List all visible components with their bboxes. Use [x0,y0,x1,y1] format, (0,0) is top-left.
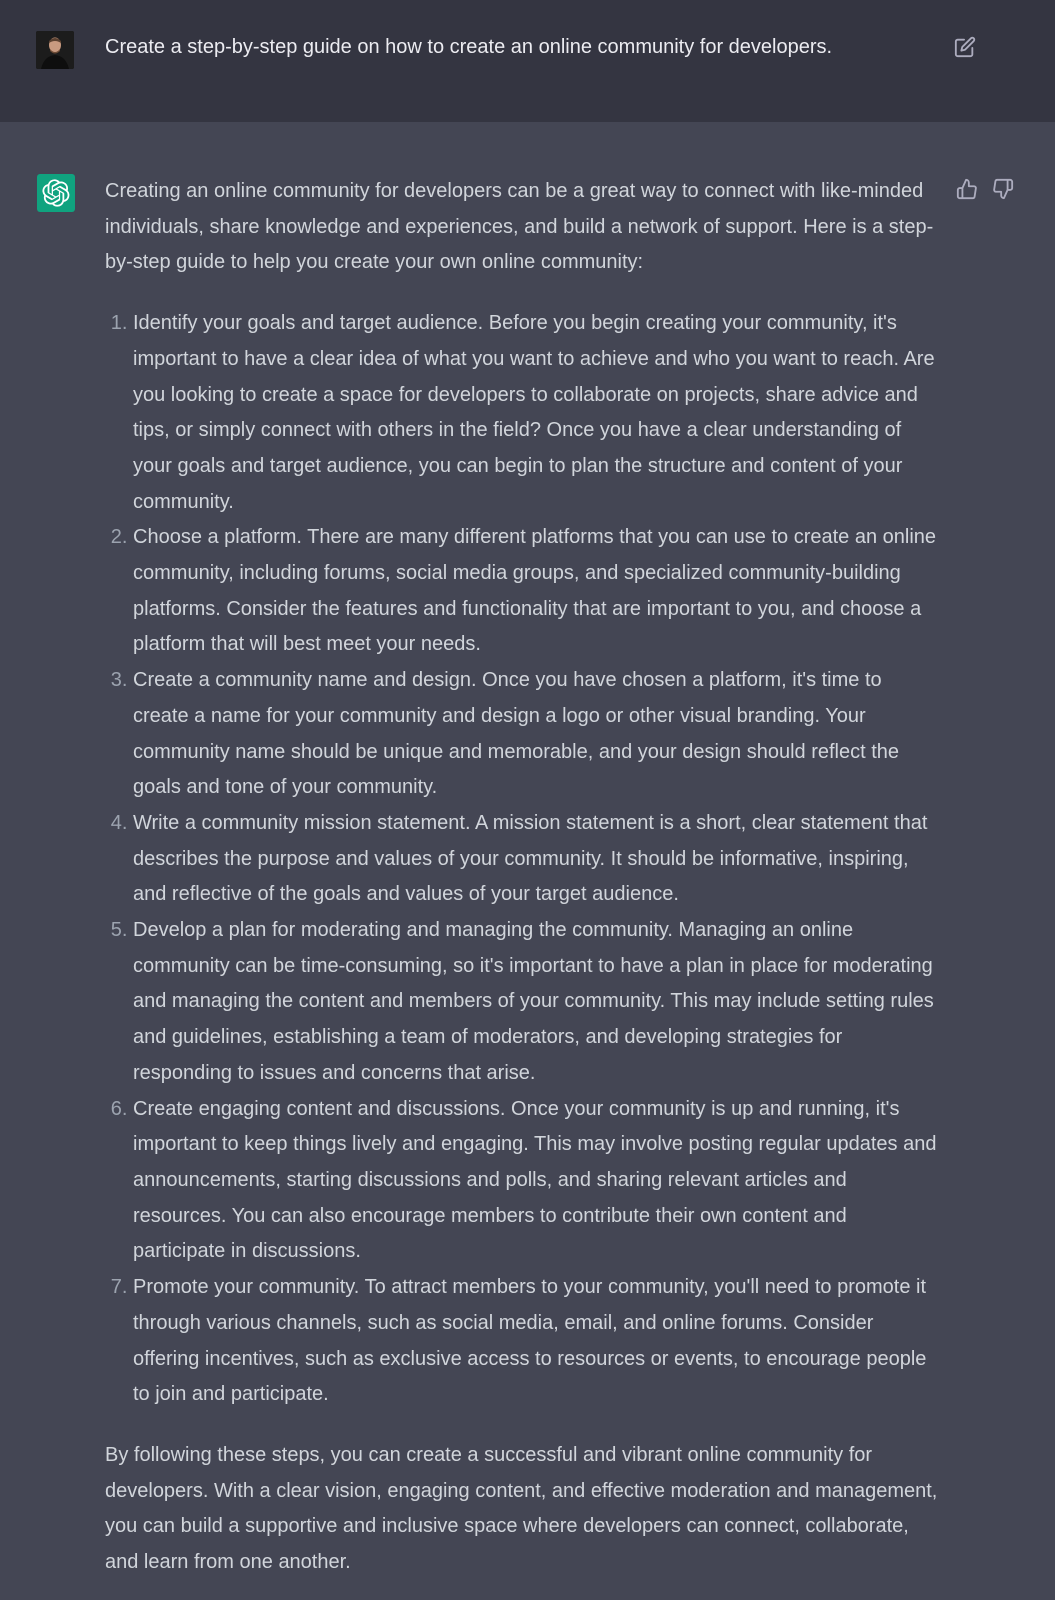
user-avatar [36,31,74,69]
list-item: 7. Promote your community. To attract members to your community, you'll need to promote it through various channels, such as social media, email, and online forums. Consider offering incentives, such as exclusive access to resources or events, to encourage people to join and participate. [133,1270,940,1413]
user-avatar-photo [36,31,74,69]
thumbs-up-icon [956,178,978,200]
edit-icon[interactable] [954,36,976,58]
conclusion-paragraph: By following these steps, you can create a successful and vibrant online community for developers. With a clear vision, engaging content, and effective moderation and management, you can build a supportive and inclusive space where developers can connect, collaborate, and learn from one another. [105,1443,938,1574]
assistant-avatar [37,174,75,212]
list-item: 1. Identify your goals and target audience. Before you begin creating your community, it's important to have a clear idea of what you want to achieve and who you want to reach. Are you looking to create a space for developers to collaborate on projects, share advice and tips, or simply connect with others in the field? Once you have a clear understanding of your goals and target audience, you can begin to plan the structure and content of your community. [133,306,940,520]
thumbs-down-button[interactable] [992,178,1014,200]
assistant-message-row [0,122,1055,1600]
list-item: 3. Create a community name and design. Once you have chosen a platform, it's time to create a name for your community and design a logo or other visual branding. Your community name should be unique and memorable, and your design should reflect the goals and tone of your community. [133,663,940,806]
chatgpt-logo-icon [42,179,70,207]
list-item: 6. Create engaging content and discussions. Once your community is up and running, it's important to keep things lively and engaging. This may involve posting regular updates and announcements, starting discussions and polls, and sharing relevant articles and resources. You can also encourage members to contribute their own content and participate in discussions. [133,1092,940,1271]
steps-list [105,306,940,1413]
assistant-message-content [105,174,940,1581]
user-message-row [0,0,1055,123]
list-item: 4. Write a community mission statement. A mission statement is a short, clear statement that describes the purpose and values of your community. It should be informative, inspiring, and reflective of the goals and values of your target audience. [133,806,940,913]
thumbs-down-icon [992,178,1014,200]
list-item: 2. Choose a platform. There are many different platforms that you can use to create an online community, including forums, social media groups, and specialized community-building platforms. Consider the features and functionality that are important to you, and choose a platform that will best meet your needs. [133,520,940,663]
list-item: 5. Develop a plan for moderating and managing the community. Managing an online community can be time-consuming, so it's important to have a plan in place for moderating and managing the content and members of your community. This may include setting rules and guidelines, establishing a team of moderators, and developing strategies for responding to issues and concerns that arise. [133,913,940,1092]
user-message-text: Create a step-by-step guide on how to create an online community for developers. [105,36,833,58]
intro-paragraph: Creating an online community for developers can be a great way to connect with like-minded individuals, share knowledge and experiences, and build a network of support. Here is a step-by-step guide to help you create your own online community: [105,180,934,274]
thumbs-up-button[interactable] [956,178,978,200]
